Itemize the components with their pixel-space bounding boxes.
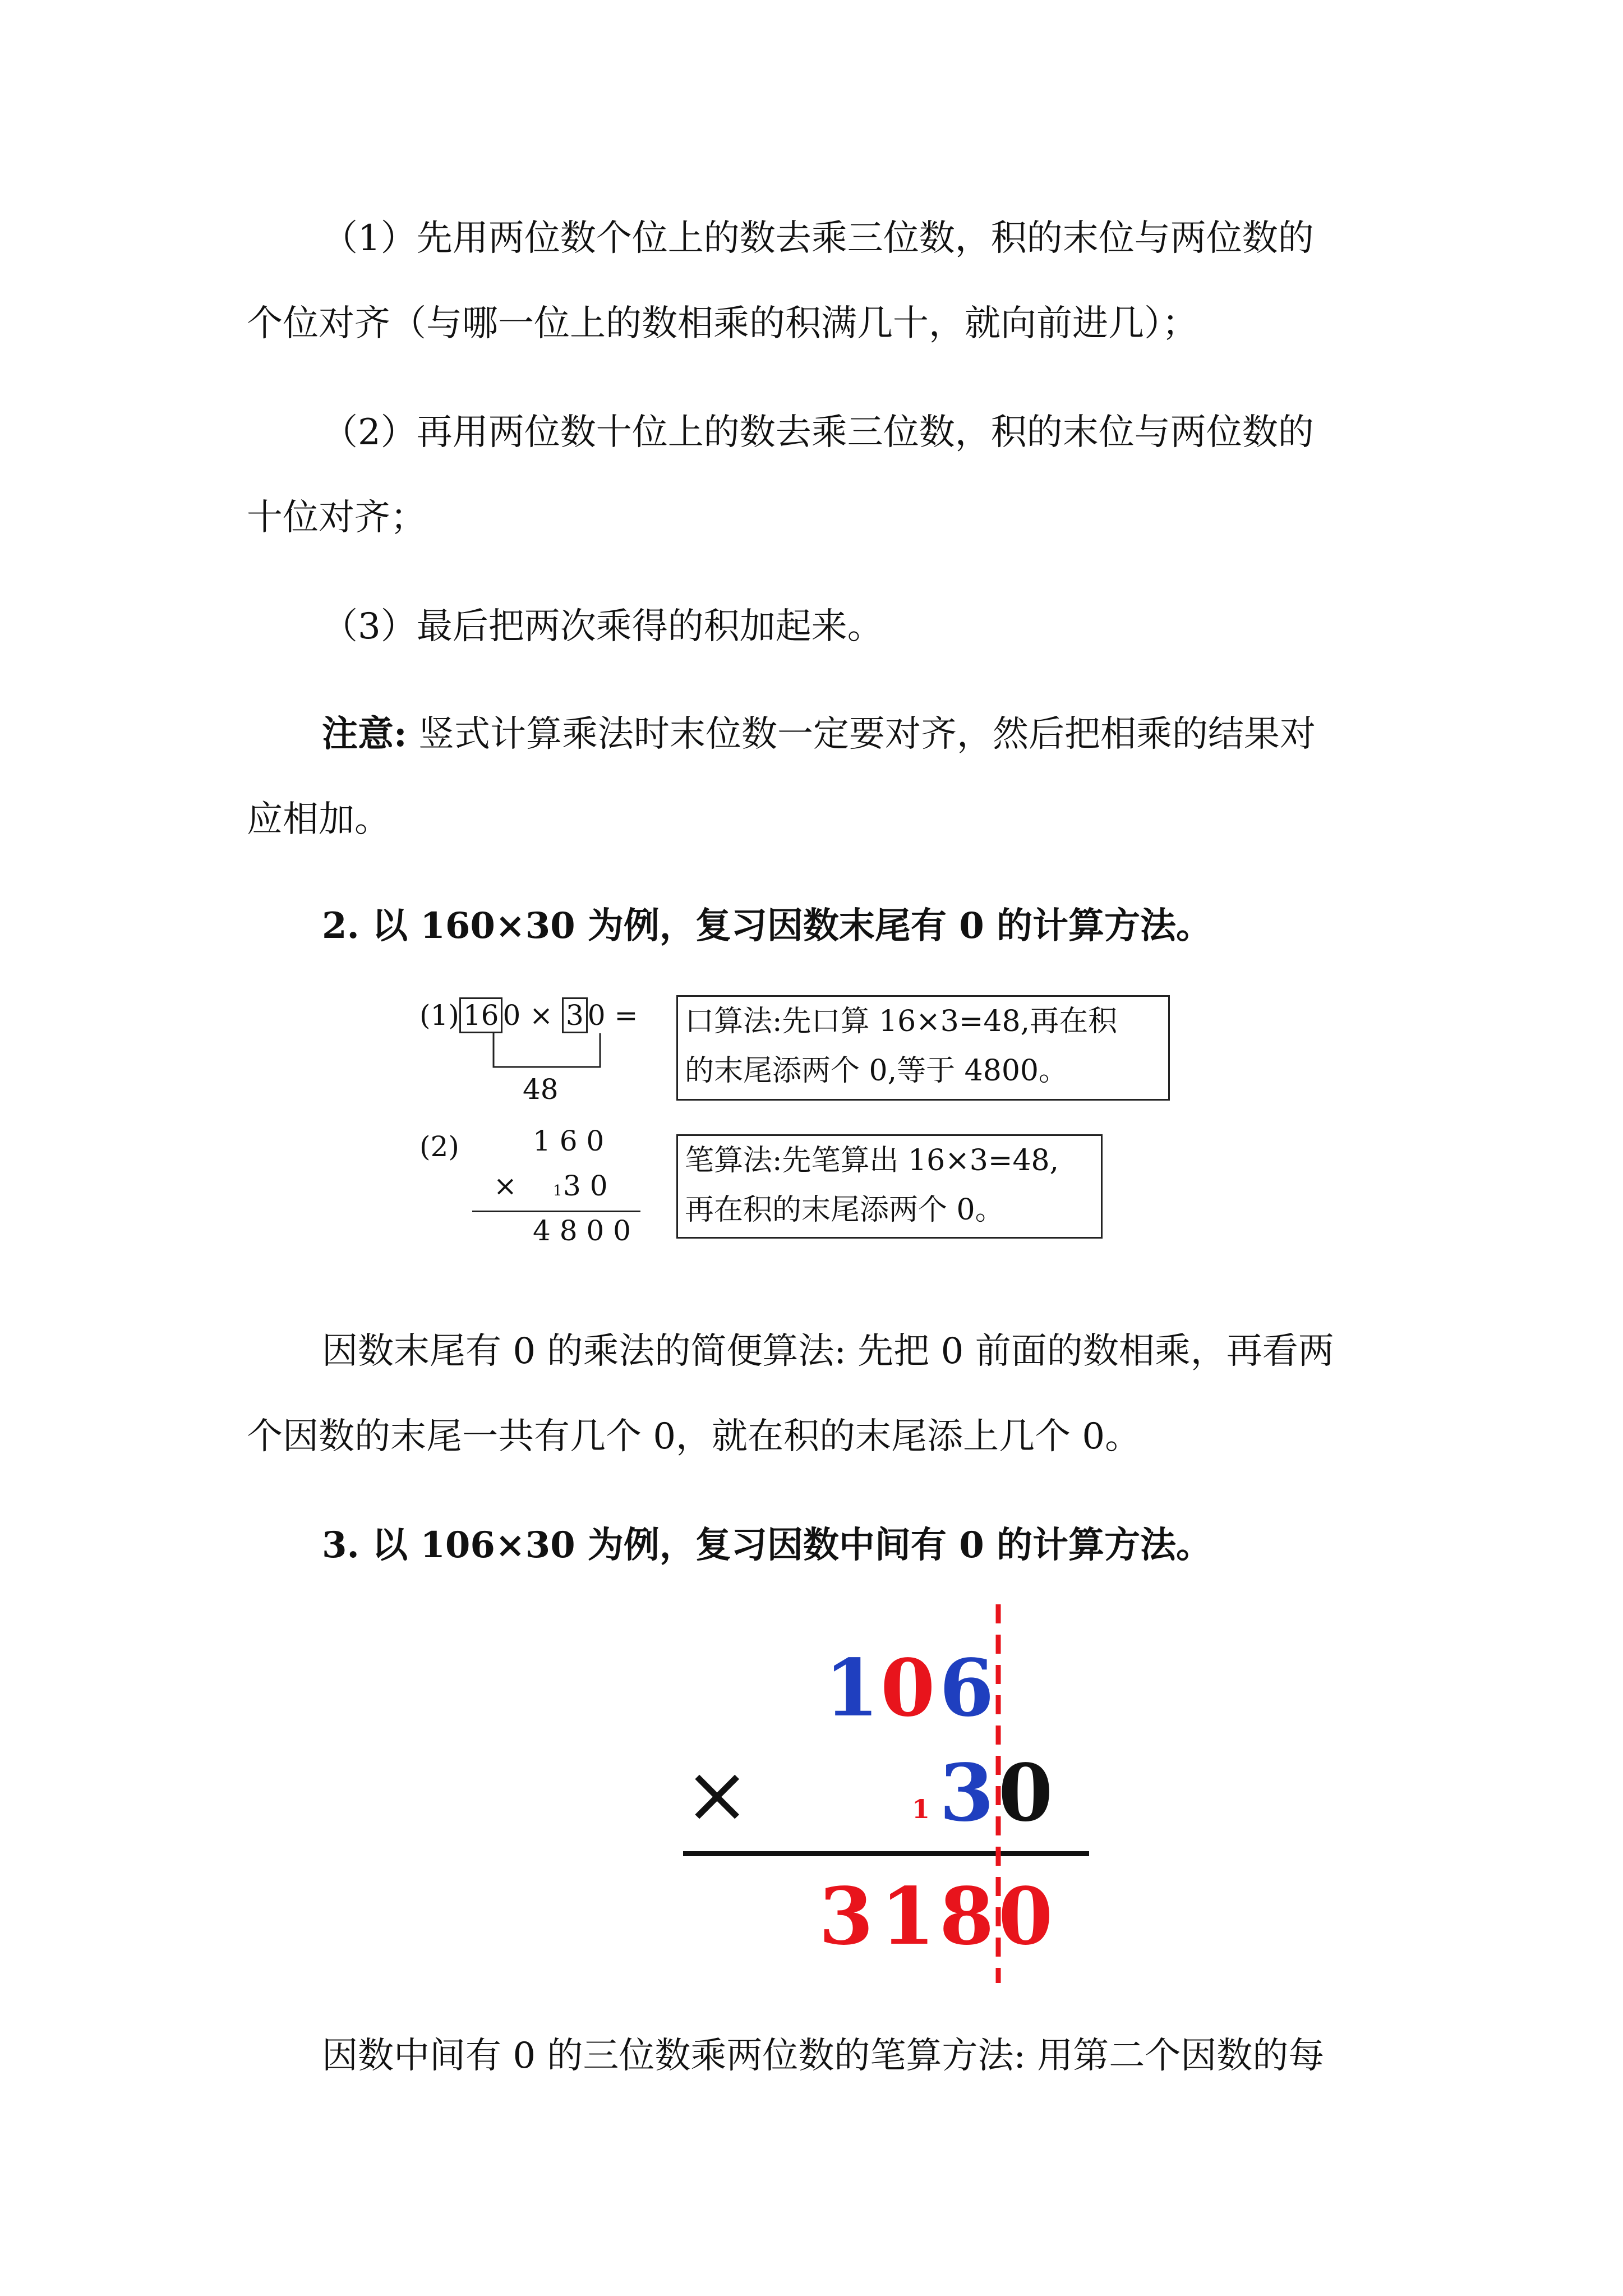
digit-mid-3: 3 [939,1747,994,1839]
step-2-line-1: （2）再用两位数十位上的数去乘三位数，积的末位与两位数的 [322,412,1314,453]
rule-2-line-1: 因数末尾有 0 的乘法的简便算法: 先把 0 前面的数相乘，再看两 [322,1331,1334,1372]
vertical-second-number: 3 0 [563,1170,608,1202]
written-method-box [676,1134,1103,1239]
mental-method-line-2: 的末尾添两个 0,等于 4800。 [685,1054,1068,1088]
factor-1-rest: 0 [502,999,521,1032]
digit-res-8: 8 [939,1871,994,1963]
step-3-line: （3）最后把两次乘得的积加起来。 [322,606,883,647]
sub-result-48: 48 [523,1073,559,1106]
step-2-line-2: 十位对齐； [247,497,426,539]
mental-method-line-1: 口算法:先口算 16×3=48,再在积 [685,1005,1118,1038]
note-label: 注意: [322,713,407,755]
step-1-line-1: （1）先用两位数个位上的数去乘三位数，积的末位与两位数的 [322,218,1314,259]
mental-method-box [676,995,1170,1101]
factor-2-rest: 0 [587,999,606,1032]
vertical-rule [472,1211,640,1212]
alignment-dashed-line [993,1604,1004,1986]
multiplication-diagram [662,1604,1110,1986]
digit-res-1: 1 [880,1871,935,1963]
written-method-line-2: 再在积的末尾添两个 0。 [685,1193,1004,1227]
boxed-16: 16 [459,997,503,1033]
digit-top-0: 0 [880,1642,935,1734]
written-method-line-1: 笔算法:先笔算出 16×3=48, [685,1144,1059,1177]
note-line-1 [322,709,1316,760]
boxed-3: 3 [562,997,588,1033]
digit-res-3: 3 [819,1871,874,1963]
note-text: 竖式计算乘法时末位数一定要对齐，然后把相乘的结果对 [407,714,1316,755]
vertical-carry: 1 [553,1182,562,1199]
example-1-label: (1) [419,999,459,1032]
equals-sign: = [614,999,638,1032]
rule-3-line-1: 因数中间有 0 的三位数乘两位数的笔算方法: 用第二个因数的每 [322,2035,1325,2077]
digit-top-1: 1 [824,1642,879,1734]
vertical-result: 4 8 0 0 [533,1214,631,1247]
vertical-top-number: 1 6 0 [533,1125,605,1157]
rule-2-line-2: 个因数的末尾一共有几个 0，就在积的末尾添上几个 0。 [247,1416,1141,1457]
example-1-equation [419,997,638,1033]
vertical-times-sign: × [494,1170,517,1202]
digit-mid-0: 0 [998,1747,1053,1839]
times-sign: × [529,999,554,1032]
section-3-heading: 3. 以 106×30 为例，复习因数中间有 0 的计算方法。 [322,1524,1212,1566]
times-symbol: × [684,1749,750,1841]
bracket-connector [488,1033,611,1073]
carry-digit: 1 [912,1794,930,1824]
note-line-2: 应相加。 [247,799,390,840]
example-2-label: (2) [419,1130,459,1163]
digit-top-6: 6 [939,1642,994,1734]
step-1-line-2: 个位对齐（与哪一位上的数相乘的积满几十，就向前进几）； [247,303,1198,344]
digit-res-0: 0 [998,1871,1053,1963]
section-2-heading: 2. 以 160×30 为例，复习因数末尾有 0 的计算方法。 [322,905,1212,947]
diagram-rule [683,1851,1089,1856]
